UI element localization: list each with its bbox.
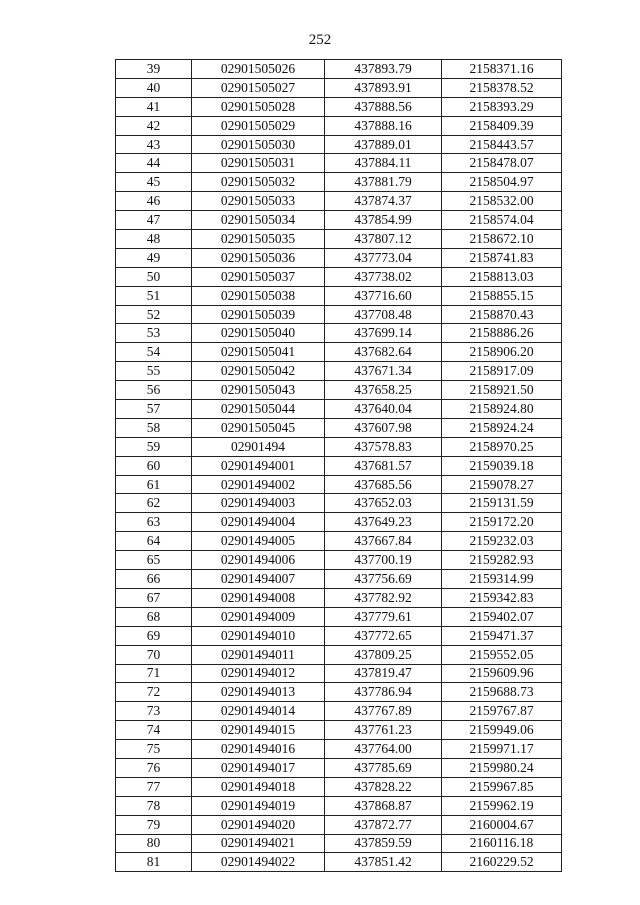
x-coordinate-cell: 437699.14 <box>325 324 442 343</box>
row-number-cell: 72 <box>116 683 192 702</box>
parcel-code-cell: 02901505028 <box>192 97 325 116</box>
row-number-cell: 80 <box>116 834 192 853</box>
parcel-code-cell: 02901494003 <box>192 494 325 513</box>
row-number-cell: 55 <box>116 362 192 381</box>
parcel-code-cell: 02901505039 <box>192 305 325 324</box>
y-coordinate-cell: 2159342.83 <box>442 588 562 607</box>
row-number-cell: 62 <box>116 494 192 513</box>
y-coordinate-cell: 2159131.59 <box>442 494 562 513</box>
row-number-cell: 57 <box>116 400 192 419</box>
row-number-cell: 60 <box>116 456 192 475</box>
x-coordinate-cell: 437682.64 <box>325 343 442 362</box>
table-row <box>116 248 562 267</box>
parcel-code-cell: 02901505037 <box>192 267 325 286</box>
parcel-code-cell: 02901494017 <box>192 758 325 777</box>
table-row <box>116 135 562 154</box>
table-row <box>116 513 562 532</box>
row-number-cell: 56 <box>116 381 192 400</box>
x-coordinate-cell: 437854.99 <box>325 211 442 230</box>
parcel-code-cell: 02901505030 <box>192 135 325 154</box>
parcel-code-cell: 02901494013 <box>192 683 325 702</box>
y-coordinate-cell: 2158917.09 <box>442 362 562 381</box>
y-coordinate-cell: 2158924.24 <box>442 418 562 437</box>
x-coordinate-cell: 437772.65 <box>325 626 442 645</box>
parcel-code-cell: 02901494007 <box>192 570 325 589</box>
row-number-cell: 47 <box>116 211 192 230</box>
row-number-cell: 44 <box>116 154 192 173</box>
table-row <box>116 456 562 475</box>
parcel-code-cell: 02901505029 <box>192 116 325 135</box>
x-coordinate-cell: 437807.12 <box>325 230 442 249</box>
y-coordinate-cell: 2159967.85 <box>442 777 562 796</box>
y-coordinate-cell: 2158478.07 <box>442 154 562 173</box>
y-coordinate-cell: 2159552.05 <box>442 645 562 664</box>
table-row <box>116 154 562 173</box>
y-coordinate-cell: 2159471.37 <box>442 626 562 645</box>
table-row <box>116 607 562 626</box>
coordinates-table-body <box>116 60 562 872</box>
row-number-cell: 77 <box>116 777 192 796</box>
table-row <box>116 626 562 645</box>
x-coordinate-cell: 437667.84 <box>325 532 442 551</box>
parcel-code-cell: 02901505040 <box>192 324 325 343</box>
x-coordinate-cell: 437893.79 <box>325 60 442 79</box>
parcel-code-cell: 02901494002 <box>192 475 325 494</box>
table-row <box>116 437 562 456</box>
table-row <box>116 475 562 494</box>
y-coordinate-cell: 2159980.24 <box>442 758 562 777</box>
parcel-code-cell: 02901494015 <box>192 721 325 740</box>
y-coordinate-cell: 2159767.87 <box>442 702 562 721</box>
x-coordinate-cell: 437881.79 <box>325 173 442 192</box>
row-number-cell: 75 <box>116 740 192 759</box>
row-number-cell: 79 <box>116 815 192 834</box>
y-coordinate-cell: 2159402.07 <box>442 607 562 626</box>
y-coordinate-cell: 2159039.18 <box>442 456 562 475</box>
parcel-code-cell: 02901494020 <box>192 815 325 834</box>
row-number-cell: 41 <box>116 97 192 116</box>
y-coordinate-cell: 2158924.80 <box>442 400 562 419</box>
y-coordinate-cell: 2158443.57 <box>442 135 562 154</box>
y-coordinate-cell: 2159609.96 <box>442 664 562 683</box>
row-number-cell: 40 <box>116 78 192 97</box>
y-coordinate-cell: 2158906.20 <box>442 343 562 362</box>
row-number-cell: 49 <box>116 248 192 267</box>
table-row <box>116 286 562 305</box>
x-coordinate-cell: 437786.94 <box>325 683 442 702</box>
x-coordinate-cell: 437851.42 <box>325 853 442 872</box>
y-coordinate-cell: 2158741.83 <box>442 248 562 267</box>
coordinates-table <box>115 59 562 872</box>
row-number-cell: 71 <box>116 664 192 683</box>
x-coordinate-cell: 437640.04 <box>325 400 442 419</box>
x-coordinate-cell: 437872.77 <box>325 815 442 834</box>
y-coordinate-cell: 2160116.18 <box>442 834 562 853</box>
y-coordinate-cell: 2159282.93 <box>442 551 562 570</box>
y-coordinate-cell: 2158574.04 <box>442 211 562 230</box>
y-coordinate-cell: 2160229.52 <box>442 853 562 872</box>
parcel-code-cell: 02901505031 <box>192 154 325 173</box>
y-coordinate-cell: 2159314.99 <box>442 570 562 589</box>
x-coordinate-cell: 437859.59 <box>325 834 442 853</box>
x-coordinate-cell: 437756.69 <box>325 570 442 589</box>
y-coordinate-cell: 2158532.00 <box>442 192 562 211</box>
parcel-code-cell: 02901494011 <box>192 645 325 664</box>
x-coordinate-cell: 437779.61 <box>325 607 442 626</box>
parcel-code-cell: 02901494005 <box>192 532 325 551</box>
y-coordinate-cell: 2158970.25 <box>442 437 562 456</box>
table-row <box>116 853 562 872</box>
y-coordinate-cell: 2159962.19 <box>442 796 562 815</box>
table-row <box>116 796 562 815</box>
parcel-code-cell: 02901494014 <box>192 702 325 721</box>
table-row <box>116 343 562 362</box>
x-coordinate-cell: 437884.11 <box>325 154 442 173</box>
row-number-cell: 64 <box>116 532 192 551</box>
table-row <box>116 192 562 211</box>
table-row <box>116 324 562 343</box>
y-coordinate-cell: 2158378.52 <box>442 78 562 97</box>
x-coordinate-cell: 437578.83 <box>325 437 442 456</box>
table-row <box>116 97 562 116</box>
row-number-cell: 48 <box>116 230 192 249</box>
table-row <box>116 588 562 607</box>
parcel-code-cell: 02901494010 <box>192 626 325 645</box>
table-row <box>116 645 562 664</box>
x-coordinate-cell: 437888.56 <box>325 97 442 116</box>
y-coordinate-cell: 2158813.03 <box>442 267 562 286</box>
x-coordinate-cell: 437773.04 <box>325 248 442 267</box>
y-coordinate-cell: 2159688.73 <box>442 683 562 702</box>
parcel-code-cell: 02901494019 <box>192 796 325 815</box>
parcel-code-cell: 02901505045 <box>192 418 325 437</box>
x-coordinate-cell: 437700.19 <box>325 551 442 570</box>
parcel-code-cell: 02901494012 <box>192 664 325 683</box>
row-number-cell: 68 <box>116 607 192 626</box>
y-coordinate-cell: 2158393.29 <box>442 97 562 116</box>
y-coordinate-cell: 2158504.97 <box>442 173 562 192</box>
x-coordinate-cell: 437874.37 <box>325 192 442 211</box>
table-row <box>116 551 562 570</box>
row-number-cell: 74 <box>116 721 192 740</box>
table-row <box>116 664 562 683</box>
row-number-cell: 50 <box>116 267 192 286</box>
parcel-code-cell: 02901494009 <box>192 607 325 626</box>
parcel-code-cell: 02901494004 <box>192 513 325 532</box>
x-coordinate-cell: 437685.56 <box>325 475 442 494</box>
y-coordinate-cell: 2159971.17 <box>442 740 562 759</box>
y-coordinate-cell: 2159949.06 <box>442 721 562 740</box>
table-row <box>116 702 562 721</box>
parcel-code-cell: 02901494006 <box>192 551 325 570</box>
x-coordinate-cell: 437868.87 <box>325 796 442 815</box>
table-row <box>116 532 562 551</box>
row-number-cell: 78 <box>116 796 192 815</box>
row-number-cell: 39 <box>116 60 192 79</box>
parcel-code-cell: 02901494 <box>192 437 325 456</box>
parcel-code-cell: 02901505026 <box>192 60 325 79</box>
x-coordinate-cell: 437681.57 <box>325 456 442 475</box>
row-number-cell: 66 <box>116 570 192 589</box>
row-number-cell: 65 <box>116 551 192 570</box>
page-number: 252 <box>308 32 332 48</box>
table-row <box>116 758 562 777</box>
row-number-cell: 67 <box>116 588 192 607</box>
parcel-code-cell: 02901505042 <box>192 362 325 381</box>
row-number-cell: 51 <box>116 286 192 305</box>
table-row <box>116 78 562 97</box>
table-row <box>116 381 562 400</box>
row-number-cell: 76 <box>116 758 192 777</box>
x-coordinate-cell: 437716.60 <box>325 286 442 305</box>
table-row <box>116 60 562 79</box>
y-coordinate-cell: 2158371.16 <box>442 60 562 79</box>
parcel-code-cell: 02901494022 <box>192 853 325 872</box>
table-row <box>116 740 562 759</box>
row-number-cell: 69 <box>116 626 192 645</box>
x-coordinate-cell: 437767.89 <box>325 702 442 721</box>
y-coordinate-cell: 2158409.39 <box>442 116 562 135</box>
row-number-cell: 70 <box>116 645 192 664</box>
row-number-cell: 46 <box>116 192 192 211</box>
y-coordinate-cell: 2158672.10 <box>442 230 562 249</box>
x-coordinate-cell: 437652.03 <box>325 494 442 513</box>
row-number-cell: 52 <box>116 305 192 324</box>
table-row <box>116 721 562 740</box>
x-coordinate-cell: 437761.23 <box>325 721 442 740</box>
table-row <box>116 211 562 230</box>
row-number-cell: 58 <box>116 418 192 437</box>
x-coordinate-cell: 437828.22 <box>325 777 442 796</box>
row-number-cell: 53 <box>116 324 192 343</box>
table-row <box>116 362 562 381</box>
x-coordinate-cell: 437893.91 <box>325 78 442 97</box>
parcel-code-cell: 02901494001 <box>192 456 325 475</box>
x-coordinate-cell: 437782.92 <box>325 588 442 607</box>
table-row <box>116 116 562 135</box>
x-coordinate-cell: 437888.16 <box>325 116 442 135</box>
y-coordinate-cell: 2159232.03 <box>442 532 562 551</box>
table-row <box>116 494 562 513</box>
x-coordinate-cell: 437819.47 <box>325 664 442 683</box>
x-coordinate-cell: 437764.00 <box>325 740 442 759</box>
x-coordinate-cell: 437738.02 <box>325 267 442 286</box>
y-coordinate-cell: 2158870.43 <box>442 305 562 324</box>
x-coordinate-cell: 437607.98 <box>325 418 442 437</box>
parcel-code-cell: 02901505033 <box>192 192 325 211</box>
x-coordinate-cell: 437708.48 <box>325 305 442 324</box>
x-coordinate-cell: 437809.25 <box>325 645 442 664</box>
row-number-cell: 61 <box>116 475 192 494</box>
x-coordinate-cell: 437671.34 <box>325 362 442 381</box>
row-number-cell: 73 <box>116 702 192 721</box>
parcel-code-cell: 02901505038 <box>192 286 325 305</box>
row-number-cell: 63 <box>116 513 192 532</box>
table-row <box>116 815 562 834</box>
table-row <box>116 777 562 796</box>
row-number-cell: 45 <box>116 173 192 192</box>
parcel-code-cell: 02901494021 <box>192 834 325 853</box>
table-row <box>116 570 562 589</box>
parcel-code-cell: 02901505036 <box>192 248 325 267</box>
x-coordinate-cell: 437785.69 <box>325 758 442 777</box>
y-coordinate-cell: 2160004.67 <box>442 815 562 834</box>
row-number-cell: 59 <box>116 437 192 456</box>
x-coordinate-cell: 437889.01 <box>325 135 442 154</box>
table-row <box>116 418 562 437</box>
row-number-cell: 54 <box>116 343 192 362</box>
parcel-code-cell: 02901505034 <box>192 211 325 230</box>
table-row <box>116 230 562 249</box>
y-coordinate-cell: 2159078.27 <box>442 475 562 494</box>
parcel-code-cell: 02901505044 <box>192 400 325 419</box>
parcel-code-cell: 02901505035 <box>192 230 325 249</box>
parcel-code-cell: 02901494008 <box>192 588 325 607</box>
y-coordinate-cell: 2158921.50 <box>442 381 562 400</box>
parcel-code-cell: 02901505043 <box>192 381 325 400</box>
parcel-code-cell: 02901494018 <box>192 777 325 796</box>
y-coordinate-cell: 2158886.26 <box>442 324 562 343</box>
table-row <box>116 173 562 192</box>
table-row <box>116 305 562 324</box>
parcel-code-cell: 02901505041 <box>192 343 325 362</box>
table-row <box>116 683 562 702</box>
row-number-cell: 81 <box>116 853 192 872</box>
parcel-code-cell: 02901505027 <box>192 78 325 97</box>
row-number-cell: 42 <box>116 116 192 135</box>
table-row <box>116 834 562 853</box>
x-coordinate-cell: 437649.23 <box>325 513 442 532</box>
table-row <box>116 400 562 419</box>
parcel-code-cell: 02901494016 <box>192 740 325 759</box>
parcel-code-cell: 02901505032 <box>192 173 325 192</box>
table-row <box>116 267 562 286</box>
y-coordinate-cell: 2158855.15 <box>442 286 562 305</box>
y-coordinate-cell: 2159172.20 <box>442 513 562 532</box>
row-number-cell: 43 <box>116 135 192 154</box>
x-coordinate-cell: 437658.25 <box>325 381 442 400</box>
